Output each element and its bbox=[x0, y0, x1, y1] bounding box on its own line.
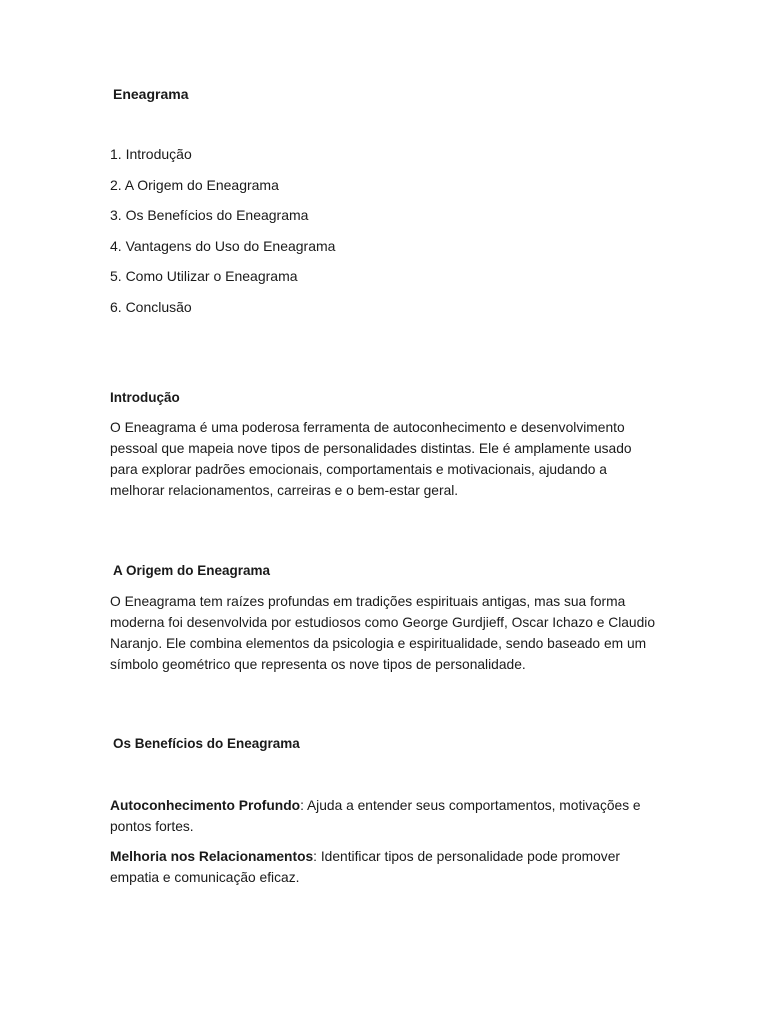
toc-item-conclusao: 6. Conclusão bbox=[110, 298, 192, 315]
paragraph-origem: O Eneagrama tem raízes profundas em tradições espirituais antigas, mas sua forma moderna foi desenvolvida por estudiosos como George Gurdjieff, Oscar Ichazo e Claudio Naranjo. Ele combina elementos da psicologia e espiritualidade, sendo baseado em um símbolo geométrico que representa os nove tipos de personalidade. bbox=[110, 594, 656, 672]
toc-item-origem: 2. A Origem do Eneagrama bbox=[110, 176, 279, 193]
document-title: Eneagrama bbox=[113, 86, 189, 102]
benefit-text-relacionamentos: : Identificar tipos de personalidade pode promover empatia e comunicação eficaz. bbox=[110, 849, 620, 885]
table-of-contents bbox=[110, 146, 335, 329]
benefit-item-relacionamentos bbox=[110, 846, 660, 888]
section-heading-beneficios: Os Benefícios do Eneagrama bbox=[113, 736, 300, 751]
benefit-text-autoconhecimento: : Ajuda a entender seus comportamentos, motivações e pontos fortes. bbox=[110, 798, 641, 834]
benefit-item-autoconhecimento bbox=[110, 795, 660, 837]
toc-item-introducao: 1. Introdução bbox=[110, 146, 192, 162]
benefit-term-relacionamentos: Melhoria nos Relacionamentos bbox=[110, 849, 314, 864]
benefit-term-autoconhecimento: Autoconhecimento Profundo bbox=[110, 798, 301, 813]
toc-item-beneficios: 3. Os Benefícios do Eneagrama bbox=[110, 207, 309, 223]
section-heading-origem: A Origem do Eneagrama bbox=[113, 563, 271, 578]
section-heading-introducao: Introdução bbox=[110, 390, 180, 405]
paragraph-introducao: O Eneagrama é uma poderosa ferramenta de autoconhecimento e desenvolvimento pessoal que mapeia nove tipos de personalidades distintas. Ele é amplamente usado para explorar padrões emocionais, comportamentais e motivacionais, ajudando a melhorar relacionamentos, carreiras e o bem-estar geral. bbox=[110, 420, 632, 498]
toc-item-vantagens: 4. Vantagens do Uso do Eneagrama bbox=[110, 237, 336, 254]
toc-item-como-utilizar: 5. Como Utilizar o Eneagrama bbox=[110, 268, 298, 284]
